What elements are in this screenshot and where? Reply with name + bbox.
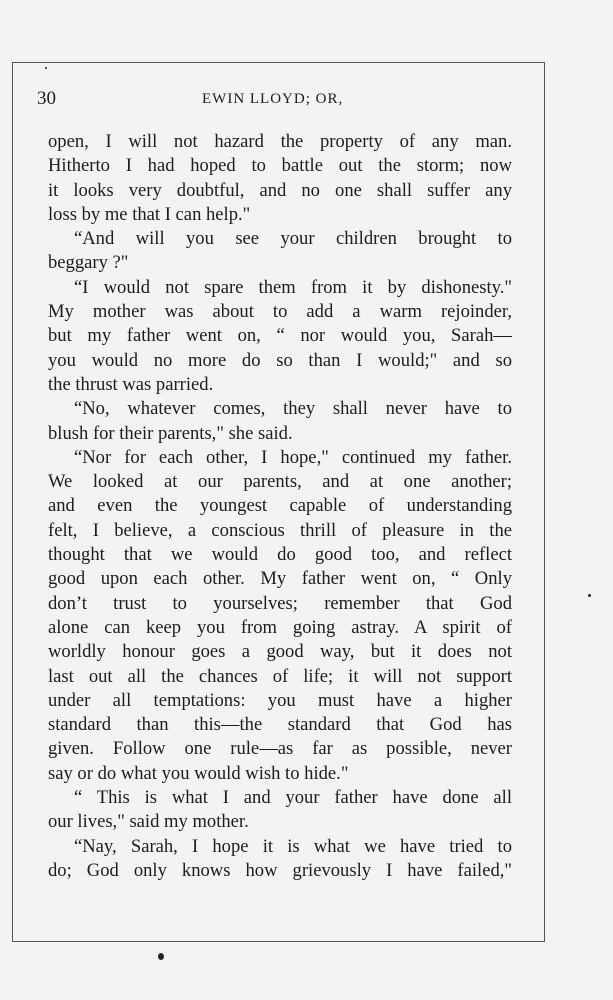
- text-line: it looks very doubtful, and no one shall suffer any: [48, 179, 512, 201]
- text-line: “No, whatever comes, they shall never have to: [74, 398, 512, 420]
- text-line: “ This is what I and your father have done all: [74, 787, 512, 809]
- ink-speck: [45, 67, 47, 69]
- text-line: don’t trust to yourselves; remember that God: [48, 592, 512, 614]
- text-line: “Nay, Sarah, I hope it is what we have tried to: [74, 835, 512, 857]
- text-line: thought that we would do good too, and reflect: [48, 544, 512, 566]
- text-line: our lives," said my mother.: [48, 811, 249, 833]
- text-line: under all temptations: you must have a higher: [48, 689, 512, 711]
- running-title: EWIN LLOYD; OR,: [202, 91, 344, 107]
- text-line: alone can keep you from going astray. A spirit of: [48, 616, 512, 638]
- text-line: and even the youngest capable of understanding: [48, 495, 512, 517]
- page-number: 30: [37, 88, 56, 109]
- text-line: loss by me that I can help.": [48, 203, 251, 225]
- text-line: do; God only knows how grievously I have failed,": [48, 859, 512, 881]
- text-line: We looked at our parents, and at one another;: [48, 471, 512, 493]
- text-line: felt, I believe, a conscious thrill of pleasure in the: [48, 519, 512, 541]
- text-line: Hitherto I had hoped to battle out the storm; now: [48, 155, 512, 177]
- text-line: My mother was about to add a warm rejoinder,: [48, 301, 512, 323]
- running-head: [37, 88, 527, 112]
- text-line: “I would not spare them from it by dishonesty.": [74, 276, 512, 298]
- text-line: beggary ?": [48, 252, 129, 274]
- text-line: open, I will not hazard the property of any man.: [48, 131, 512, 152]
- body-text: [48, 130, 512, 883]
- text-line: standard than this—the standard that God has: [48, 714, 512, 736]
- text-line: worldly honour goes a good way, but it does not: [48, 641, 512, 663]
- text-line: “Nor for each other, I hope," continued my father.: [74, 446, 512, 468]
- ink-speck: [588, 594, 591, 597]
- text-line: good upon each other. My father went on, “ Only: [48, 568, 512, 590]
- text-line: given. Follow one rule—as far as possible, never: [48, 738, 512, 760]
- text-line: but my father went on, “ nor would you, Sarah—: [48, 325, 512, 347]
- ink-speck: [158, 953, 164, 960]
- text-line: say or do what you would wish to hide.": [48, 762, 349, 784]
- text-line: the thrust was parried.: [48, 373, 214, 395]
- text-line: you would no more do so than I would;" and so: [48, 349, 512, 371]
- text-line: blush for their parents," she said.: [48, 422, 293, 444]
- text-line: last out all the chances of life; it will not support: [48, 665, 512, 687]
- text-line: “And will you see your children brought to: [74, 228, 512, 250]
